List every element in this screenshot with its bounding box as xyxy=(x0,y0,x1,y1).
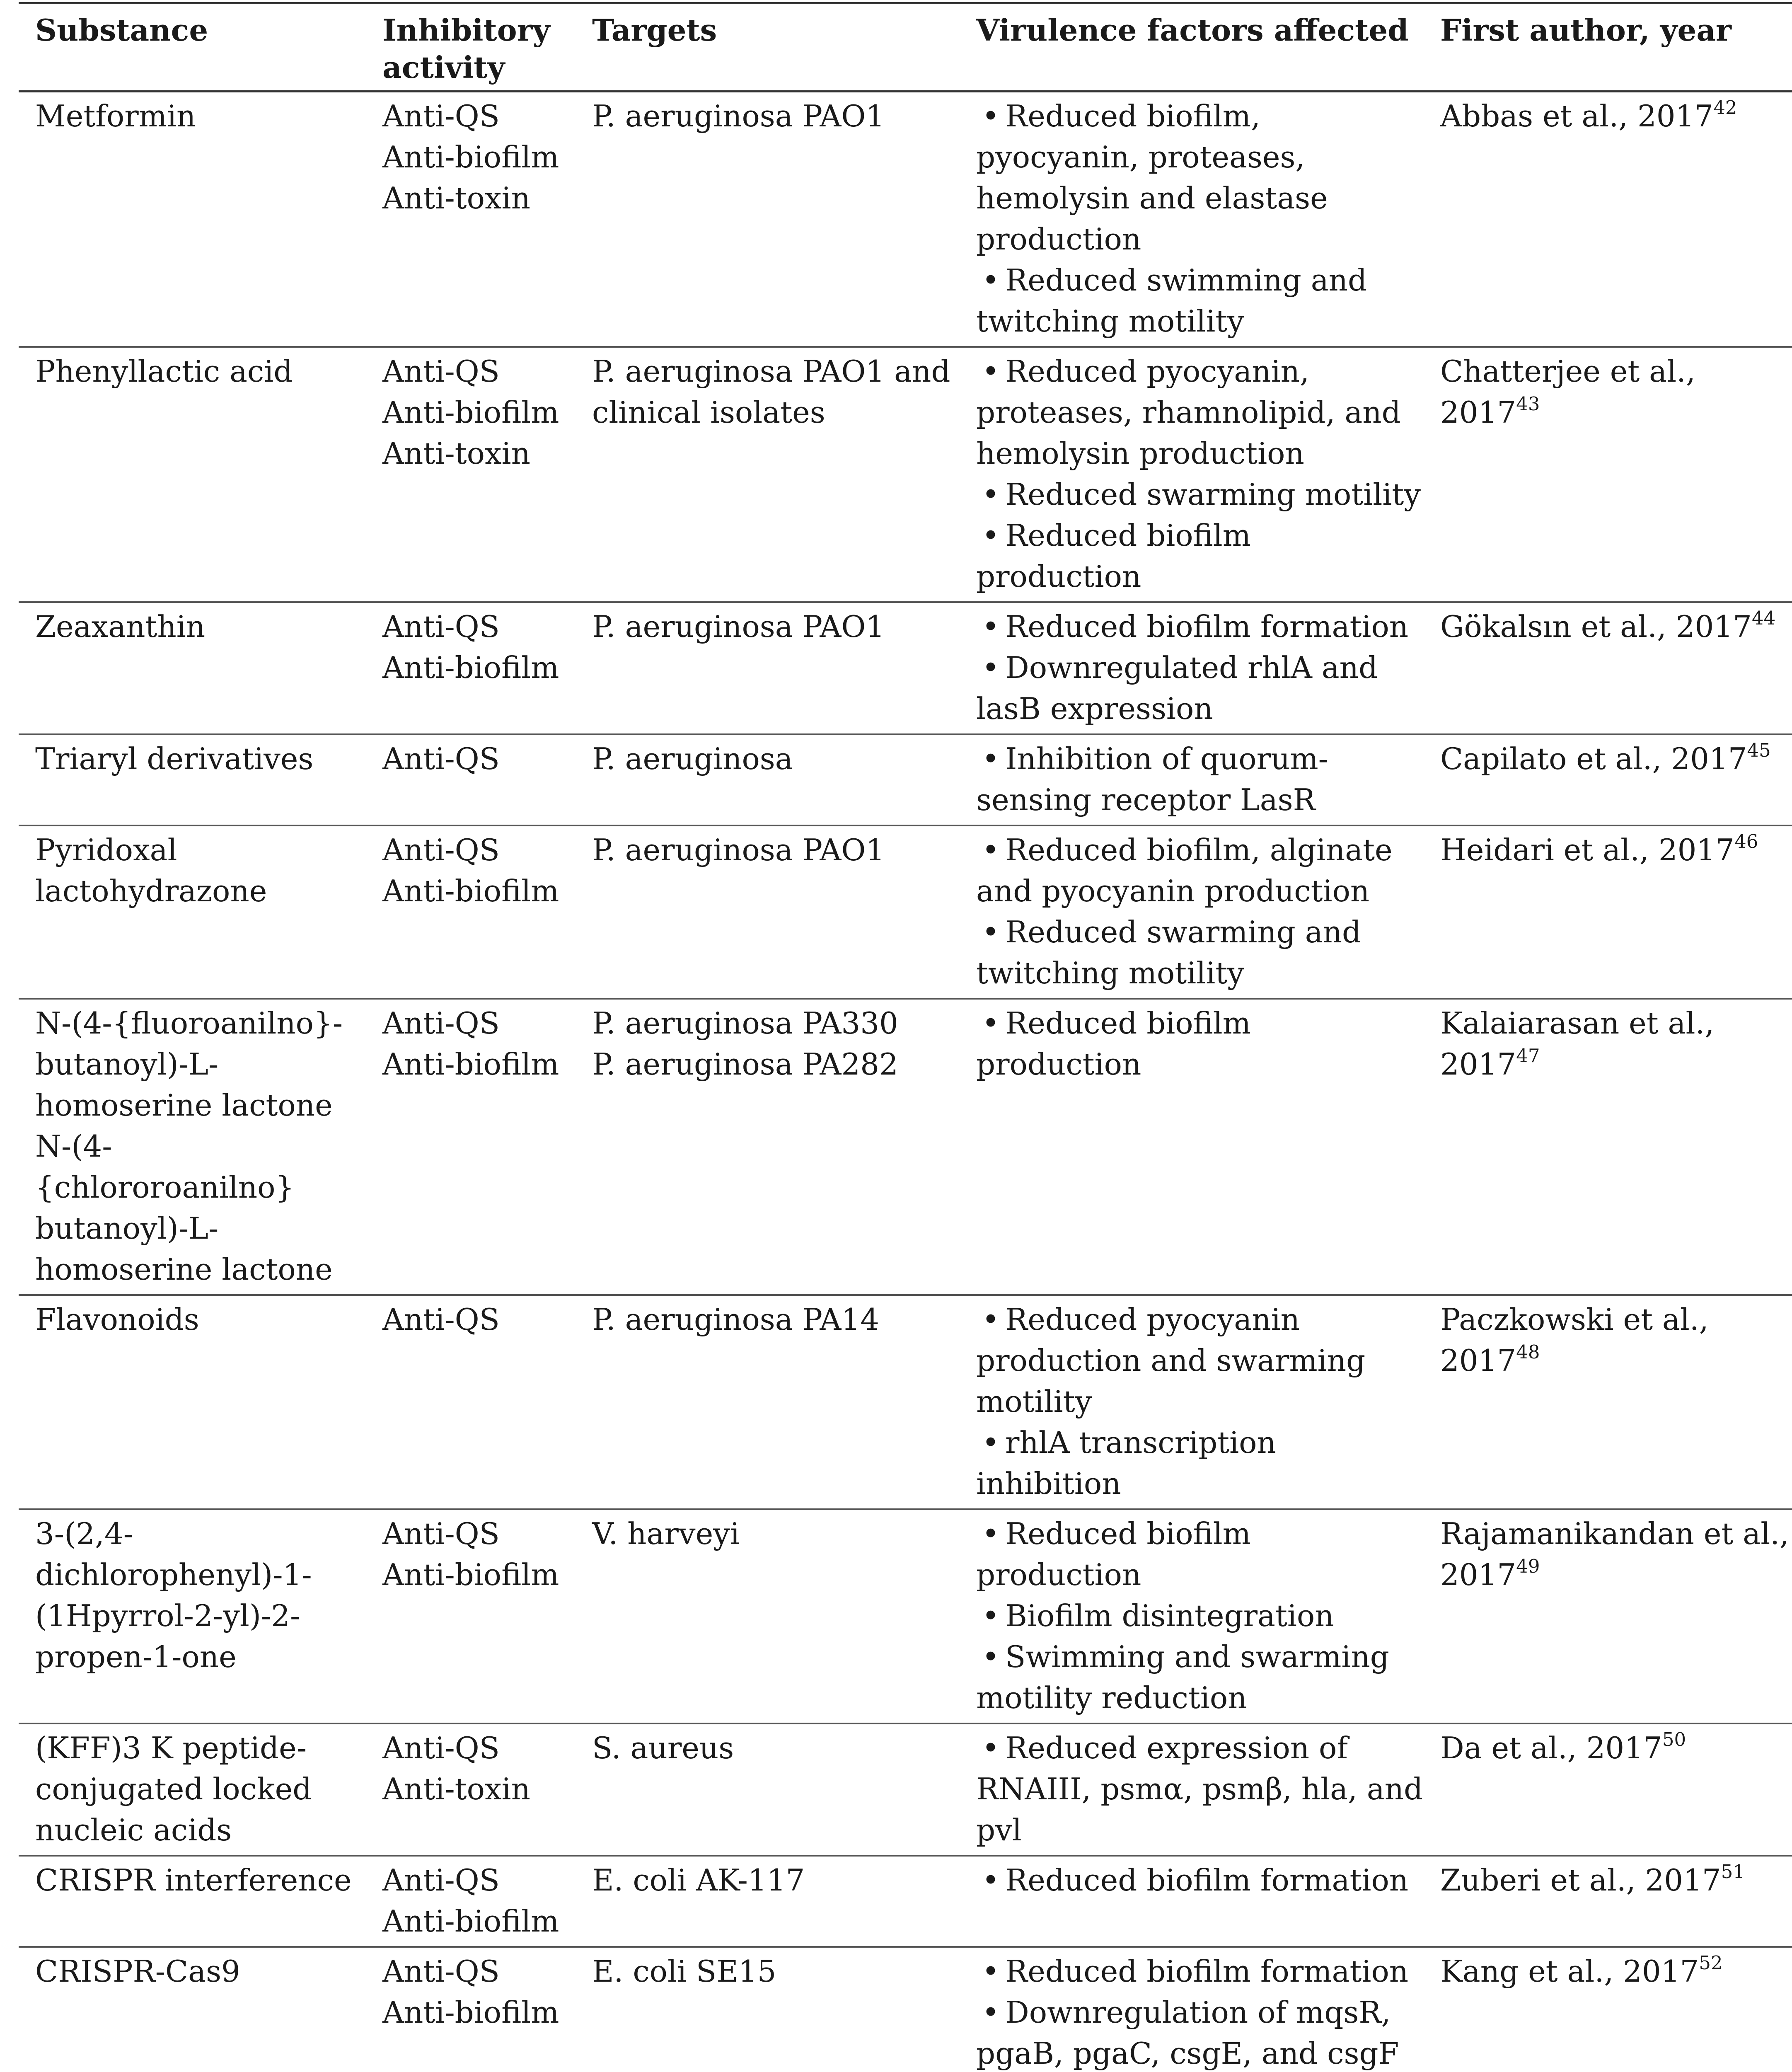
virulence-item xyxy=(976,260,1424,342)
target-organism: P. aeruginosa xyxy=(592,741,793,776)
cell-author xyxy=(1424,1856,1792,1947)
activity-item: Anti-QS xyxy=(382,833,500,867)
substance-name: N-(4-{chlororoanilno} butanoyl)-L-homoserine lactone xyxy=(35,1129,333,1287)
cell-substance xyxy=(19,999,366,1295)
cell-virulence xyxy=(960,347,1424,602)
cell-author xyxy=(1424,1947,1792,2072)
cell-substance xyxy=(19,1509,366,1723)
reference-number: 43 xyxy=(1516,393,1540,415)
virulence-item xyxy=(976,1595,1424,1636)
cell-targets xyxy=(576,1509,960,1723)
cell-activity xyxy=(366,1723,576,1856)
author-year: Paczkowski et al., 2017 xyxy=(1440,1302,1709,1378)
substance-name: CRISPR interference xyxy=(35,1863,352,1898)
reference-number: 47 xyxy=(1516,1045,1540,1067)
author-year: Heidari et al., 2017 xyxy=(1440,833,1735,867)
bullet-icon: • xyxy=(982,833,1000,867)
cell-substance xyxy=(19,825,366,999)
cell-targets xyxy=(576,999,960,1295)
target-organism: V. harveyi xyxy=(592,1516,740,1551)
activity-item: Anti-QS xyxy=(382,1516,500,1551)
cell-targets xyxy=(576,734,960,825)
cell-substance xyxy=(19,734,366,825)
cell-virulence xyxy=(960,734,1424,825)
virulence-text: Reduced biofilm production xyxy=(976,1006,1251,1082)
cell-author xyxy=(1424,92,1792,347)
author-year: Zuberi et al., 2017 xyxy=(1440,1863,1721,1898)
substance-name: Phenyllactic acid xyxy=(35,354,293,389)
table-row xyxy=(19,825,1792,999)
cell-substance xyxy=(19,92,366,347)
virulence-item xyxy=(976,1728,1424,1851)
bullet-icon: • xyxy=(982,1863,1000,1898)
reference-number: 45 xyxy=(1747,739,1771,761)
substance-name: Triaryl derivatives xyxy=(35,741,314,776)
bullet-icon: • xyxy=(982,1302,1000,1337)
table-row xyxy=(19,1723,1792,1856)
activity-item: Anti-QS xyxy=(382,1954,500,1989)
virulence-item xyxy=(976,912,1424,994)
activity-item: Anti-toxin xyxy=(382,1772,530,1806)
substance-name: 3-(2,4-dichlorophenyl)-1-(1Hpyrrol-2-yl)-2-propen-1-one xyxy=(35,1516,312,1674)
cell-virulence xyxy=(960,92,1424,347)
table-row xyxy=(19,347,1792,602)
activity-item: Anti-biofilm xyxy=(382,1047,559,1082)
virulence-text: Reduced biofilm formation xyxy=(1005,609,1409,644)
cell-substance xyxy=(19,602,366,734)
bullet-icon: • xyxy=(982,741,1000,776)
activity-item: Anti-QS xyxy=(382,1863,500,1898)
virulence-text: rhlA transcription inhibition xyxy=(976,1425,1276,1501)
cell-virulence xyxy=(960,1295,1424,1509)
author-year: Rajamanikandan et al., 2017 xyxy=(1440,1516,1789,1592)
virulence-item xyxy=(976,474,1424,515)
table-row xyxy=(19,999,1792,1295)
cell-activity xyxy=(366,92,576,347)
activity-item: Anti-QS xyxy=(382,741,500,776)
virulence-text: Downregulation of mqsR, pgaB, pgaC, csgE, and csgF xyxy=(976,1995,1399,2071)
virulence-item xyxy=(976,606,1424,647)
cell-substance xyxy=(19,1856,366,1947)
virulence-item xyxy=(976,1422,1424,1504)
cell-targets xyxy=(576,1723,960,1856)
author-year: Gökalsın et al., 2017 xyxy=(1440,609,1752,644)
cell-substance xyxy=(19,1295,366,1509)
cell-activity xyxy=(366,825,576,999)
target-organism: P. aeruginosa PAO1 xyxy=(592,833,885,867)
virulence-text: Biofilm disintegration xyxy=(1005,1598,1334,1633)
activity-item: Anti-QS xyxy=(382,1302,500,1337)
author-year: Capilato et al., 2017 xyxy=(1440,741,1747,776)
reference-number: 50 xyxy=(1662,1728,1686,1750)
target-organism: P. aeruginosa PA14 xyxy=(592,1302,879,1337)
cell-activity xyxy=(366,999,576,1295)
reference-number: 52 xyxy=(1699,1952,1723,1974)
virulence-text: Downregulated rhlA and lasB expression xyxy=(976,650,1378,726)
activity-item: Anti-biofilm xyxy=(382,874,559,908)
substance-name: Pyridoxal lactohydrazone xyxy=(35,833,267,908)
cell-activity xyxy=(366,347,576,602)
virulence-text: Reduced biofilm, alginate and pyocyanin production xyxy=(976,833,1393,908)
virulence-item xyxy=(976,1636,1424,1719)
substance-name: Metformin xyxy=(35,99,196,133)
bullet-icon: • xyxy=(982,650,1000,685)
cell-targets xyxy=(576,92,960,347)
activity-item: Anti-biofilm xyxy=(382,1995,559,2030)
target-organism: P. aeruginosa PA282 xyxy=(592,1047,898,1082)
bullet-icon: • xyxy=(982,1425,1000,1460)
virulence-text: Reduced swarming and twitching motility xyxy=(976,915,1362,990)
cell-virulence xyxy=(960,1947,1424,2072)
virulence-item xyxy=(976,1299,1424,1422)
virulence-text: Reduced swarming motility xyxy=(1005,477,1421,512)
cell-author xyxy=(1424,734,1792,825)
virulence-item xyxy=(976,647,1424,729)
virulence-text: Swimming and swarming motility reduction xyxy=(976,1639,1389,1715)
cell-virulence xyxy=(960,825,1424,999)
bullet-icon: • xyxy=(982,99,1000,133)
bullet-icon: • xyxy=(982,1954,1000,1989)
target-organism: P. aeruginosa PAO1 xyxy=(592,99,885,133)
cell-targets xyxy=(576,347,960,602)
virulence-text: Reduced expression of RNAIII, psmα, psmβ, hla, and pvl xyxy=(976,1731,1423,1847)
table-row xyxy=(19,92,1792,347)
activity-item: Anti-QS xyxy=(382,1731,500,1765)
substance-name: Zeaxanthin xyxy=(35,609,206,644)
bullet-icon: • xyxy=(982,609,1000,644)
reference-number: 49 xyxy=(1516,1555,1540,1577)
cell-substance xyxy=(19,1947,366,2072)
substance-name: N-(4-{fluoroanilno}-butanoyl)-L-homoserine lactone xyxy=(35,1006,343,1123)
author-year: Kang et al., 2017 xyxy=(1440,1954,1699,1989)
bullet-icon: • xyxy=(982,477,1000,512)
virulence-text: Reduced biofilm production xyxy=(976,1516,1251,1592)
bullet-icon: • xyxy=(982,915,1000,949)
cell-author xyxy=(1424,1509,1792,1723)
activity-item: Anti-QS xyxy=(382,99,500,133)
target-organism: P. aeruginosa PAO1 and clinical isolates xyxy=(592,354,950,430)
table-row xyxy=(19,602,1792,734)
virulence-item xyxy=(976,1992,1424,2072)
cell-activity xyxy=(366,1509,576,1723)
table-row xyxy=(19,734,1792,825)
activity-item: Anti-biofilm xyxy=(382,1904,559,1939)
substance-name: Flavonoids xyxy=(35,1302,199,1337)
cell-substance xyxy=(19,1723,366,1856)
virulence-text: Reduced biofilm formation xyxy=(1005,1954,1409,1989)
activity-item: Anti-toxin xyxy=(382,181,530,215)
cell-targets xyxy=(576,1295,960,1509)
cell-activity xyxy=(366,1856,576,1947)
bullet-icon: • xyxy=(982,1731,1000,1765)
virulence-inhibitor-table xyxy=(19,2,1792,2072)
activity-item: Anti-biofilm xyxy=(382,395,559,430)
virulence-item xyxy=(976,1860,1424,1901)
table-row xyxy=(19,1947,1792,2072)
reference-number: 46 xyxy=(1734,830,1758,852)
cell-virulence xyxy=(960,999,1424,1295)
table-body xyxy=(19,92,1792,2072)
table-row xyxy=(19,1509,1792,1723)
activity-item: Anti-toxin xyxy=(382,436,530,471)
virulence-item xyxy=(976,830,1424,912)
bullet-icon: • xyxy=(982,354,1000,389)
bullet-icon: • xyxy=(982,1516,1000,1551)
virulence-text: Reduced pyocyanin, proteases, rhamnolipid, and hemolysin production xyxy=(976,354,1401,471)
virulence-item xyxy=(976,1003,1424,1085)
target-organism: E. coli SE15 xyxy=(592,1954,776,1989)
bullet-icon: • xyxy=(982,1598,1000,1633)
author-year: Abbas et al., 2017 xyxy=(1440,99,1714,133)
reference-number: 42 xyxy=(1713,97,1737,119)
header-row xyxy=(19,3,1792,92)
cell-virulence xyxy=(960,1723,1424,1856)
cell-targets xyxy=(576,1856,960,1947)
cell-targets xyxy=(576,602,960,734)
author-year: Chatterjee et al., 2017 xyxy=(1440,354,1695,430)
activity-item: Anti-biofilm xyxy=(382,1557,559,1592)
cell-author xyxy=(1424,999,1792,1295)
cell-virulence xyxy=(960,602,1424,734)
table-row xyxy=(19,1856,1792,1947)
bullet-icon: • xyxy=(982,1006,1000,1041)
virulence-item xyxy=(976,351,1424,474)
virulence-item xyxy=(976,515,1424,597)
virulence-item xyxy=(976,738,1424,821)
reference-number: 51 xyxy=(1721,1861,1745,1883)
cell-targets xyxy=(576,825,960,999)
activity-item: Anti-QS xyxy=(382,609,500,644)
target-organism: P. aeruginosa PAO1 xyxy=(592,609,885,644)
header-targets: Targets xyxy=(576,3,960,92)
reference-number: 48 xyxy=(1516,1341,1540,1363)
virulence-text: Reduced biofilm production xyxy=(976,518,1251,594)
cell-targets xyxy=(576,1947,960,2072)
virulence-text: Reduced biofilm formation xyxy=(1005,1863,1409,1898)
bullet-icon: • xyxy=(982,263,1000,298)
bullet-icon: • xyxy=(982,518,1000,553)
cell-virulence xyxy=(960,1509,1424,1723)
cell-activity xyxy=(366,1295,576,1509)
activity-item: Anti-biofilm xyxy=(382,650,559,685)
header-author: First author, year xyxy=(1424,3,1792,92)
author-year: Da et al., 2017 xyxy=(1440,1731,1662,1765)
virulence-text: Reduced biofilm, pyocyanin, proteases, hemolysin and elastase production xyxy=(976,99,1328,257)
header-virulence: Virulence factors affected xyxy=(960,3,1424,92)
cell-virulence xyxy=(960,1856,1424,1947)
target-organism: S. aureus xyxy=(592,1731,734,1765)
virulence-text: Inhibition of quorum-sensing receptor LasR xyxy=(976,741,1328,817)
virulence-item xyxy=(976,1513,1424,1595)
cell-activity xyxy=(366,602,576,734)
table-header xyxy=(19,3,1792,92)
header-activity: Inhibitory activity xyxy=(366,3,576,92)
substance-name: (KFF)3 K peptide-conjugated locked nucleic acids xyxy=(35,1731,312,1847)
bullet-icon: • xyxy=(982,1639,1000,1674)
cell-author xyxy=(1424,825,1792,999)
cell-substance xyxy=(19,347,366,602)
cell-activity xyxy=(366,1947,576,2072)
substance-name: CRISPR-Cas9 xyxy=(35,1954,240,1989)
activity-item: Anti-biofilm xyxy=(382,140,559,174)
header-substance: Substance xyxy=(19,3,366,92)
virulence-text: Reduced pyocyanin production and swarming motility xyxy=(976,1302,1366,1419)
bullet-icon: • xyxy=(982,1995,1000,2030)
virulence-item xyxy=(976,96,1424,260)
cell-author xyxy=(1424,347,1792,602)
activity-item: Anti-QS xyxy=(382,1006,500,1041)
activity-item: Anti-QS xyxy=(382,354,500,389)
cell-activity xyxy=(366,734,576,825)
reference-number: 44 xyxy=(1751,607,1776,629)
author-year: Kalaiarasan et al., 2017 xyxy=(1440,1006,1715,1082)
virulence-item xyxy=(976,1951,1424,1992)
cell-author xyxy=(1424,602,1792,734)
cell-author xyxy=(1424,1295,1792,1509)
table-row xyxy=(19,1295,1792,1509)
cell-author xyxy=(1424,1723,1792,1856)
target-organism: P. aeruginosa PA330 xyxy=(592,1006,898,1041)
target-organism: E. coli AK-117 xyxy=(592,1863,805,1898)
virulence-text: Reduced swimming and twitching motility xyxy=(976,263,1367,339)
